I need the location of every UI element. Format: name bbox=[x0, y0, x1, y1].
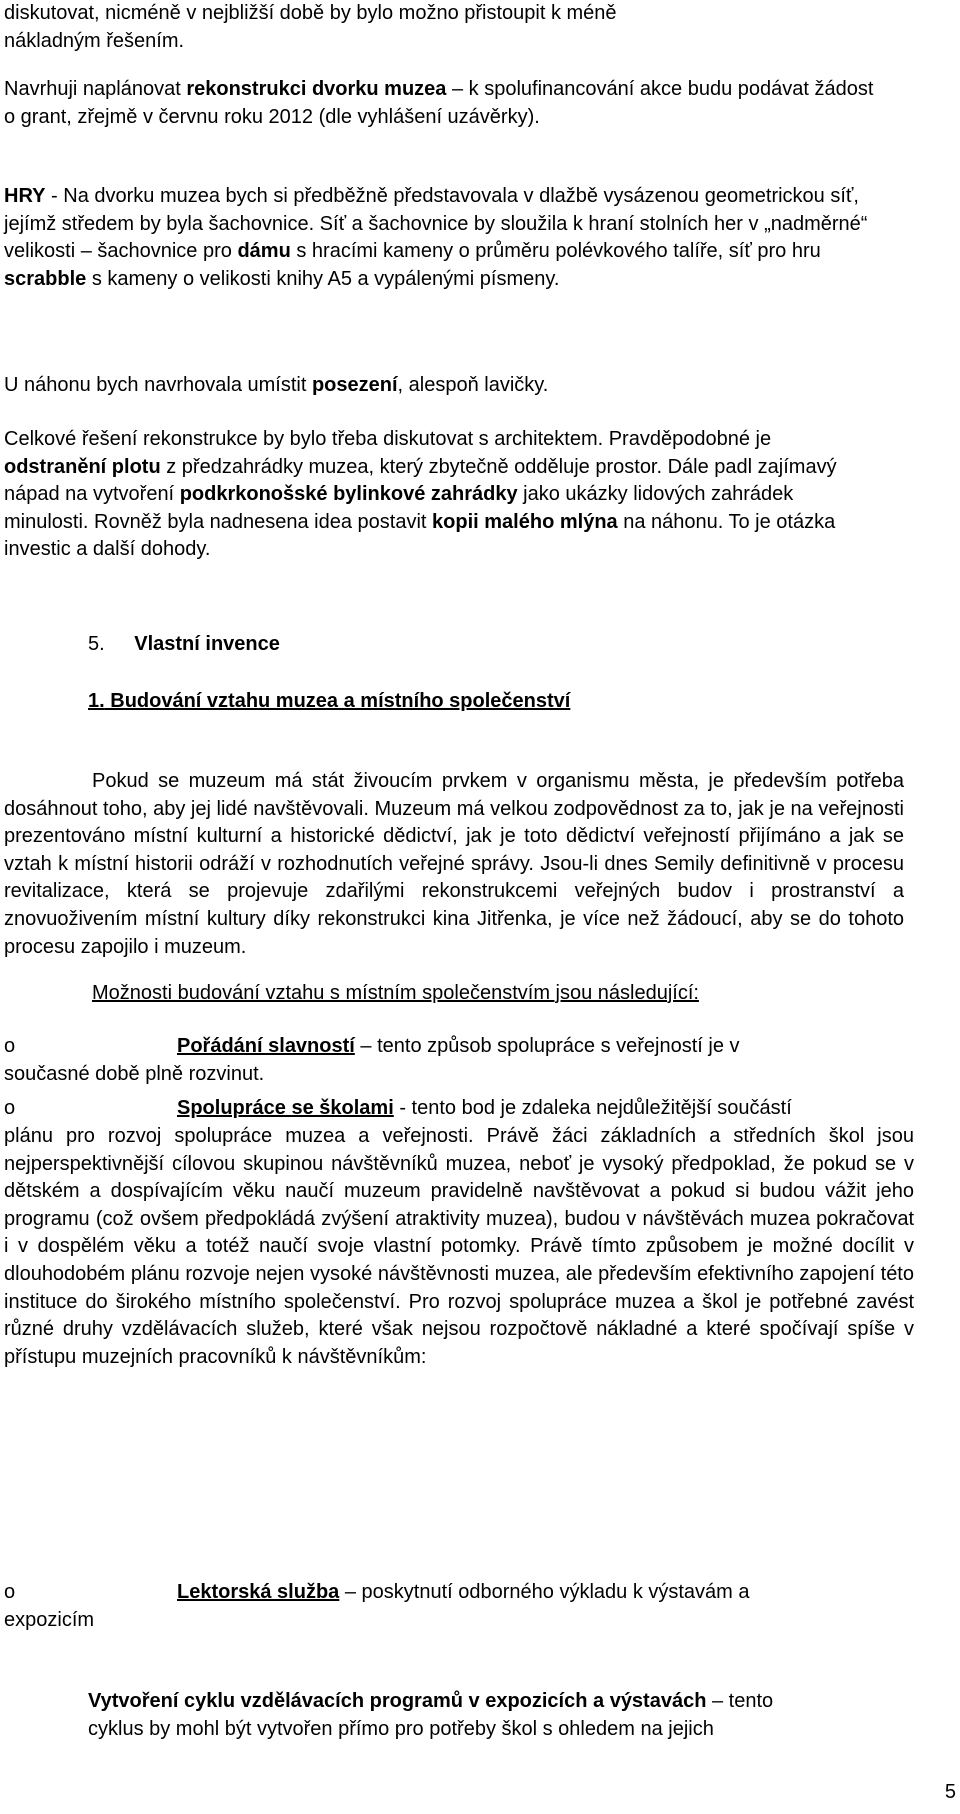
text: s hracími kameny o průměru polévkového talíře, síť pro hru bbox=[290, 240, 821, 263]
list-marker: o bbox=[4, 1581, 16, 1603]
text: - Na dvorku muzea bych si předběžně představovala v dlažbě vysázenou geometrickou síť, jejímž středem by byla šachovnice. Síť a šachovnice by sloužila k hraní stolních her v „nadměrné“ velikosti – šachovnice pro bbox=[4, 185, 868, 263]
paragraph-top bbox=[4, 0, 904, 55]
top-line-1: diskutovat, nicméně v nejbližší době by bylo možno přistoupit k méně bbox=[4, 2, 617, 24]
text: jako ukázky lidových zahrádek minulosti. Rovněž byla nadnesena idea postavit bbox=[4, 483, 794, 533]
text: – tento způsob spolupráce s veřejností je v bbox=[354, 1035, 740, 1057]
list-item-title: Lektorská služba bbox=[177, 1581, 340, 1603]
text: Navrhuji naplánovat bbox=[4, 78, 187, 100]
list-line bbox=[177, 1095, 917, 1123]
bold-text: HRY bbox=[4, 185, 46, 207]
bold-text: rekonstrukci dvorku muzea bbox=[186, 78, 447, 100]
subsection-number: 1. bbox=[88, 690, 105, 712]
text: Celkové řešení rekonstrukce by bylo třeba diskutovat s architektem. Pravděpodobné je bbox=[4, 428, 772, 450]
list-item-title: Pořádání slavností bbox=[177, 1035, 355, 1057]
cyklus-line-2: cyklus by mohl být vytvořen přímo pro potřeby škol s ohledem na jejich bbox=[88, 1718, 714, 1740]
bold-text: posezení bbox=[311, 374, 398, 396]
subsection-1-heading bbox=[88, 688, 570, 716]
list-item-title: Spolupráce se školami bbox=[177, 1097, 394, 1119]
paragraph-posezeni bbox=[4, 372, 904, 400]
section-title: Vlastní invence bbox=[134, 633, 280, 655]
paragraph-celkove bbox=[4, 426, 874, 564]
bold-text: dámu bbox=[237, 240, 291, 263]
paragraph-moznosti: Možnosti budování vztahu s místním společenstvím jsou následující: bbox=[92, 982, 699, 1004]
bold-text: Vytvoření cyklu vzdělávacích programů v expozicích a výstavách bbox=[88, 1690, 707, 1712]
text: , alespoň lavičky. bbox=[397, 374, 549, 396]
text: U náhonu bych navrhovala umístit bbox=[4, 374, 312, 396]
bold-text: odstranění plotu bbox=[4, 455, 161, 478]
text: – tento bbox=[706, 1690, 774, 1712]
text: s kameny o velikosti knihy A5 a vypálenými písmeny. bbox=[86, 267, 560, 290]
bold-text: podkrkonošské bylinkové zahrádky bbox=[179, 483, 518, 506]
list-continuation: plánu pro rozvoj spolupráce muzea a veřejnosti. Právě žáci základních a středních škol jsou nejperspektivnější cílovou skupinou návštěvníků muzea, neboť je vysoký předpoklad, že pokud se v dětském a dospívajícím věku naučí muzeum pravidelně navštěvovat a pokud si budou vážit jeho programu (což ovšem předpokládá zvýšení atraktivity muzea), budou v návštěvách muzea pokračovat i v dospělém věku a totéž naučí svoje vlastní potomky. Právě tímto způsobem je možné docílit v dlouhodobém plánu rozvoje nejen vysoké návštěvnosti muzea, ale především efektivního zapojení této instituce do širokého místního společenství. Pro rozvoj spolupráce muzea a škol je potřebné zavést různé druhy vzdělávacích služeb, které však nejsou rozpočtově nákladné a které spočívají spíše v přístupu muzejních pracovníků k návštěvníkům: bbox=[4, 1125, 914, 1368]
subsection-title: Budování vztahu muzea a místního společenství bbox=[104, 690, 571, 712]
text: na náhonu. To je otázka investic a další dohody. bbox=[4, 510, 836, 561]
text: - tento bod je zdaleka nejdůležitější součástí bbox=[393, 1097, 792, 1119]
list-line bbox=[177, 1579, 917, 1607]
list-continuation: současné době plně rozvinut. bbox=[4, 1063, 265, 1085]
top-line-2: nákladným řešením. bbox=[4, 29, 185, 52]
list-marker: o bbox=[4, 1097, 16, 1119]
list-continuation: expozicím bbox=[4, 1609, 95, 1631]
text: – k spolufinancování akce budu podávat žádost o grant, zřejmě v červnu roku 2012 (dle vyhlášení uzávěrky). bbox=[4, 78, 874, 128]
list-line bbox=[177, 1033, 917, 1061]
bold-text: scrabble bbox=[4, 267, 87, 290]
list-marker: o bbox=[4, 1035, 16, 1057]
page-number: 5 bbox=[944, 1781, 956, 1803]
text: – poskytnutí odborného výkladu k výstavám a bbox=[339, 1581, 750, 1603]
paragraph-intro: Pokud se muzeum má stát živoucím prvkem v organismu města, je především potřeba dosáhnout toho, aby jej lidé navštěvovali. Muzeum má velkou zodpovědnost za to, jak je na veřejnosti prezentováno místní kulturní a historické dědictví, jak je toto dědictví veřejností přijímáno a jak se vztah k místní historii odráží v rozhodnutích veřejné správy. Jsou-li dnes Semily definitivně v procesu revitalizace, která se projevuje zdařilými rekonstrukcemi veřejných budov i prostranství a znovuoživením místní kultury díky rekonstrukci kina Jitřenka, je více než žádoucí, aby se do tohoto procesu zapojilo i muzeum. bbox=[4, 770, 904, 958]
section-number: 5. bbox=[88, 633, 105, 655]
section-5-heading bbox=[88, 631, 280, 659]
paragraph-dvorek bbox=[4, 76, 884, 131]
text: z předzahrádky muzea, který zbytečně odděluje prostor. Dále padl zajímavý nápad na vytvoření bbox=[4, 455, 837, 506]
paragraph-hry bbox=[4, 183, 894, 293]
bold-text: kopii malého mlýna bbox=[432, 510, 618, 533]
cyklus-line-1 bbox=[88, 1688, 928, 1716]
